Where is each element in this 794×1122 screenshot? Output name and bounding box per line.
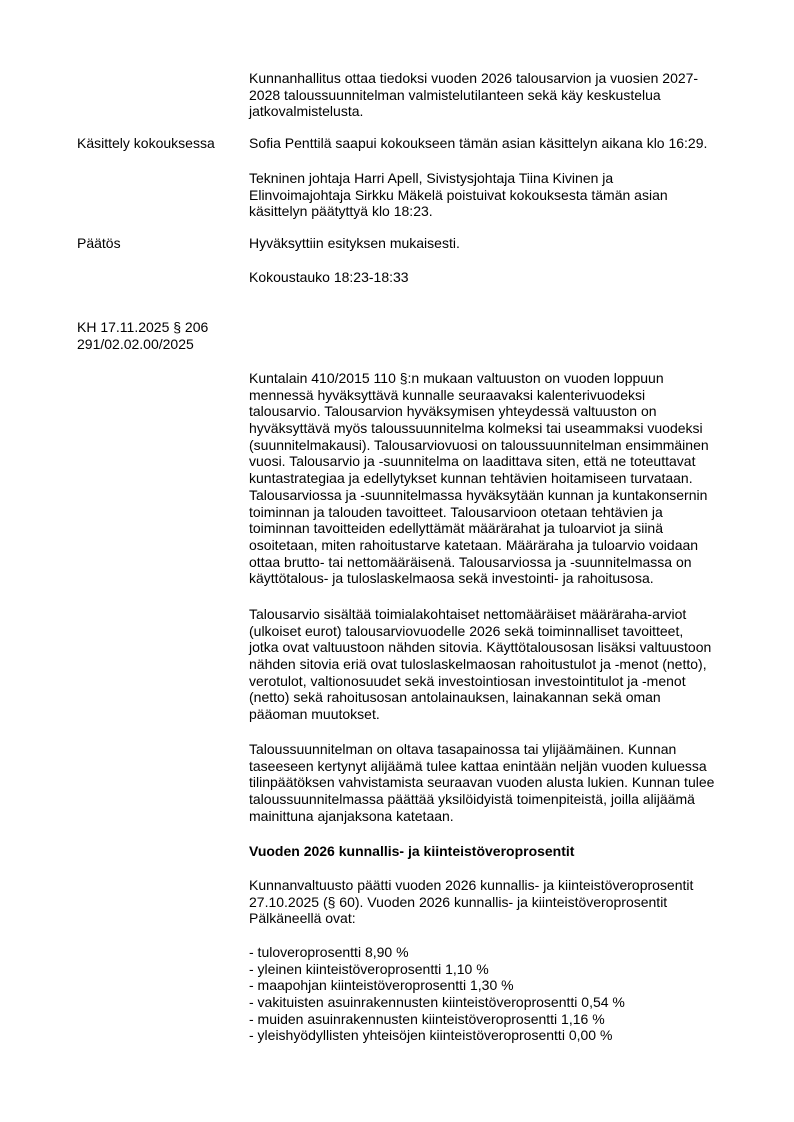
text-line: tilinpäätöksen vahvistamista seuraavan vuoden alusta lukien. Kunnan tulee (249, 774, 715, 791)
text-line: vuosi. Talousarvio ja -suunnitelma on laadittava siten, että ne toteuttavat (249, 453, 696, 470)
body-paragraph-4 (249, 877, 693, 927)
list-item: - yleishyödyllisten yhteisöjen kiinteistöveroprosentti 0,00 % (249, 1027, 613, 1044)
text-line: Taloussuunnitelman on oltava tasapainossa tai ylijäämäinen. Kunnan (249, 741, 677, 757)
text-line: Sofia Penttilä saapui kokoukseen tämän asian käsittelyn aikana klo 16:29. (249, 135, 708, 151)
text-line: Talousarviossa ja -suunnitelmassa hyväksytään kunnan ja kuntakonsernin (249, 486, 708, 503)
body-paragraph-2 (249, 606, 711, 723)
text-line: Kokoustauko 18:23-18:33 (249, 269, 409, 285)
text-line: toiminnan ja talouden tavoitteet. Talousarvioon otetaan tehtävien ja (249, 503, 663, 520)
paatos-paragraph-2 (249, 269, 409, 286)
text-line: kuntastrategiaa ja edellytykset kunnan tehtävien hoitamiseen turvataan. (249, 470, 693, 487)
paatos-label: Päätös (77, 235, 121, 251)
text-line: taloussuunnitelmassa päättää yksilöidyistä toimenpiteistä, joilla alijäämä (249, 791, 695, 808)
kasittely-paragraph-1 (249, 135, 707, 152)
text-line: Kunnanhallitus ottaa tiedoksi vuoden 2026 talousarvion ja vuosien 2027- (249, 70, 699, 86)
text-line: 27.10.2025 (§ 60). Vuoden 2026 kunnallis- ja kiinteistöveroprosentit (249, 893, 668, 910)
intro-paragraph (249, 70, 698, 120)
text-line: osoitetaan, miten rahoitustarve katetaan. Määräraha ja tuloarvio voidaan (249, 536, 699, 553)
text-line: ottaa brutto- tai nettomääräisenä. Talousarviossa ja -suunnitelmassa on (249, 553, 692, 570)
text-line: Tekninen johtaja Harri Apell, Sivistysjohtaja Tiina Kivinen ja (249, 170, 614, 186)
kasittely-paragraph-2 (249, 170, 668, 220)
text-line: (netto) sekä rahoitusosan antolainauksen, lainakannan sekä oman (249, 689, 661, 706)
text-line: Talousarvio sisältää toimialakohtaiset nettomääräiset määräraha-arviot (249, 606, 687, 622)
list-item: - yleinen kiinteistöveroprosentti 1,10 % (249, 960, 489, 977)
text-line: jatkovalmistelusta. (249, 103, 364, 120)
text-line: nähden sitovia eriä ovat tuloslaskelmaosan rahoitustulot ja -menot (netto), (249, 656, 707, 673)
text-line: (suunnitelmakausi). Talousarviovuosi on taloussuunnitelman ensimmäinen (249, 436, 709, 453)
list-item: - maapohjan kiinteistöveroprosentti 1,30 % (249, 977, 514, 994)
text-line: Hyväksyttiin esityksen mukaisesti. (249, 235, 460, 251)
text-line: käsittelyn päätyttyä klo 18:23. (249, 203, 433, 220)
text-line: pääoman muutokset. (249, 706, 380, 723)
text-line: taseeseen kertynyt alijäämä tulee kattaa enintään neljän vuoden kuluessa (249, 757, 707, 774)
text-line: mainittuna ajanjaksona katetaan. (249, 807, 454, 824)
list-item: - vakituisten asuinrakennusten kiinteistöveroprosentti 0,54 % (249, 994, 625, 1011)
kasittely-label: Käsittely kokouksessa (77, 135, 215, 151)
list-item: - tuloveroprosentti 8,90 % (249, 944, 409, 960)
text-line: Kunnanvaltuusto päätti vuoden 2026 kunnallis- ja kiinteistöveroprosentit (249, 877, 694, 893)
list-item: - muiden asuinrakennusten kiinteistöveroprosentti 1,16 % (249, 1010, 605, 1027)
text-line: KH 17.11.2025 § 206 (77, 319, 209, 335)
text-line: mennessä hyväksyttävä kunnalle seuraavaksi kalenterivuodeksi (249, 386, 646, 403)
text-line: hyväksyttävä myös taloussuunnitelma kolmeksi tai useammaksi vuodeksi (249, 420, 703, 437)
text-line: toiminnan tavoitteiden edellyttämät määrärahat ja tuloarviot ja siinä (249, 520, 664, 537)
tax-rate-list (249, 944, 625, 1044)
text-line: Kuntalain 410/2015 110 §:n mukaan valtuuston on vuoden loppuun (249, 370, 664, 386)
section-heading: Vuoden 2026 kunnallis- ja kiinteistöveroprosentit (249, 843, 575, 859)
text-line: Pälkäneellä ovat: (249, 910, 356, 927)
paatos-paragraph-1 (249, 235, 460, 252)
text-line: jotka ovat valtuustoon nähden sitovia. Käyttötalousosan lisäksi valtuustoon (249, 639, 712, 656)
kh-reference (77, 319, 208, 352)
text-line: käyttötalous- ja tuloslaskelmaosa sekä investointi- ja rahoitusosa. (249, 570, 654, 587)
text-line: Elinvoimajohtaja Sirkku Mäkelä poistuivat kokouksesta tämän asian (249, 186, 668, 203)
body-paragraph-3 (249, 741, 714, 824)
text-line: 291/02.02.00/2025 (77, 335, 194, 352)
text-line: 2028 taloussuunnitelman valmistelutilanteen sekä käy keskustelua (249, 86, 661, 103)
text-line: (ulkoiset eurot) talousarviovuodelle 2026 sekä toiminnalliset tavoitteet, (249, 622, 684, 639)
text-line: verotulot, valtionosuudet sekä investointiosan investointitulot ja -menot (249, 672, 686, 689)
body-paragraph-1 (249, 370, 709, 587)
text-line: talousarvio. Talousarvion hyväksymisen yhteydessä valtuuston on (249, 403, 657, 420)
